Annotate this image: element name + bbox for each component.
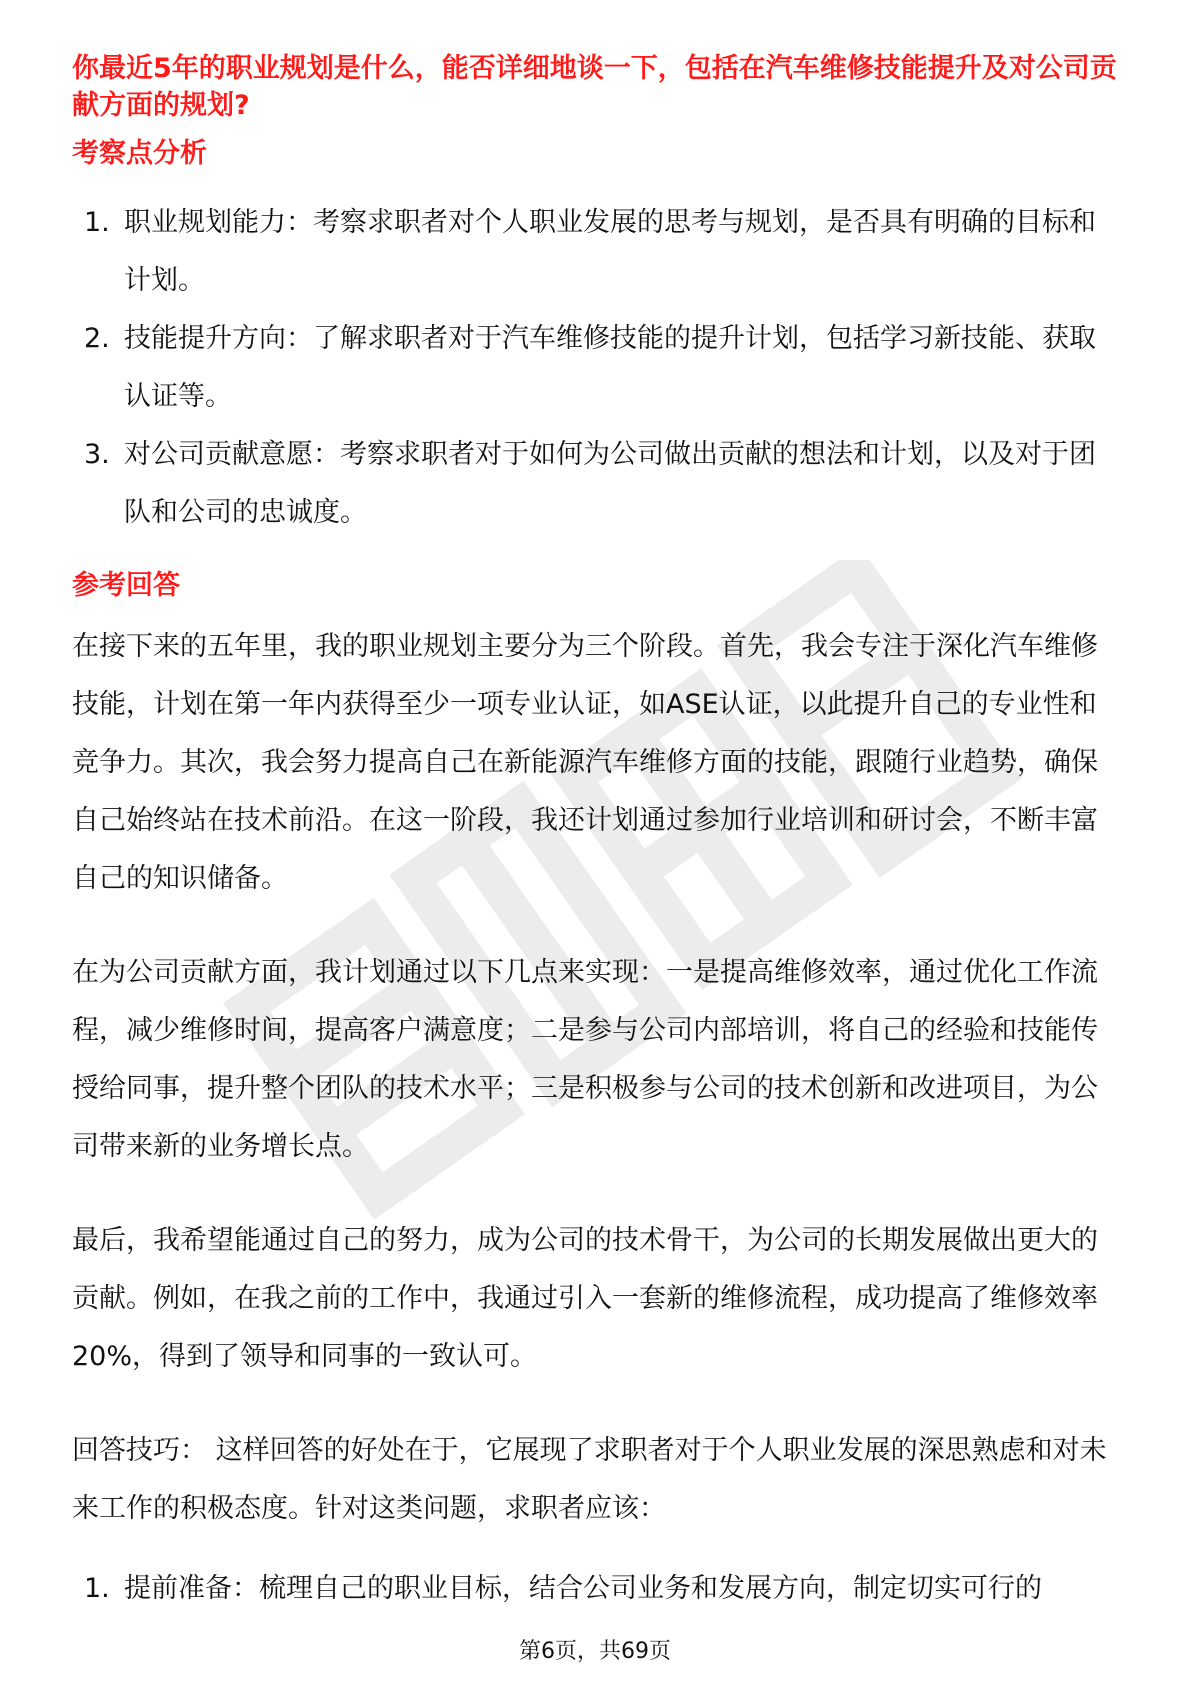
list-number: 1. [84,1573,110,1604]
list-item [72,194,1122,310]
list-number: 1. [84,207,110,238]
content [72,50,1122,1618]
page-footer: 第6页，共69页 [519,1639,671,1664]
list-number: 2. [84,323,110,354]
answer-paragraph: 在接下来的五年里，我的职业规划主要分为三个阶段。首先，我会专注于深化汽车维修技能，计划在第一年内获得至少一项专业认证，如ASE认证，以此提升自己的专业性和竞争力。其次，我会努力提高自己在新能源汽车维修方面的技能，跟随行业趋势，确保自己始终站在技术前沿。在这一阶段，我还计划通过参加行业培训和研讨会，不断丰富自己的知识储备。 [72,631,1098,894]
list-item [72,310,1122,426]
list-text: 技能提升方向：了解求职者对于汽车维修技能的提升计划，包括学习新技能、获取认证等。 [124,323,1096,412]
tips-list [72,1560,1122,1618]
answer-heading: 参考回答 [72,570,180,601]
question-title: 你最近5年的职业规划是什么，能否详细地谈一下，包括在汽车维修技能提升及对公司贡献方面的规划? [72,53,1117,121]
analysis-list [72,194,1122,542]
list-text: 职业规划能力：考察求职者对个人职业发展的思考与规划，是否具有明确的目标和计划。 [124,207,1096,296]
answer-paragraph: 最后，我希望能通过自己的努力，成为公司的技术骨干，为公司的长期发展做出更大的贡献。例如，在我之前的工作中，我通过引入一套新的维修流程，成功提高了维修效率20%，得到了领导和同事的一致认可。 [72,1225,1098,1372]
answer-paragraph: 在为公司贡献方面，我计划通过以下几点来实现：一是提高维修效率，通过优化工作流程，减少维修时间，提高客户满意度；二是参与公司内部培训，将自己的经验和技能传授给同事，提升整个团队的技术水平；三是积极参与公司的技术创新和改进项目，为公司带来新的业务增长点。 [72,957,1098,1162]
tips-paragraph: 回答技巧： 这样回答的好处在于，它展现了求职者对于个人职业发展的深思熟虑和对未来工作的积极态度。针对这类问题，求职者应该： [72,1435,1107,1524]
list-text: 提前准备：梳理自己的职业目标，结合公司业务和发展方向，制定切实可行的 [124,1573,1042,1604]
list-item [72,426,1122,542]
list-item [72,1560,1122,1618]
list-text: 对公司贡献意愿：考察求职者对于如何为公司做出贡献的想法和计划，以及对于团队和公司的忠诚度。 [124,439,1096,528]
list-number: 3. [84,439,110,470]
analysis-heading: 考察点分析 [72,138,207,169]
